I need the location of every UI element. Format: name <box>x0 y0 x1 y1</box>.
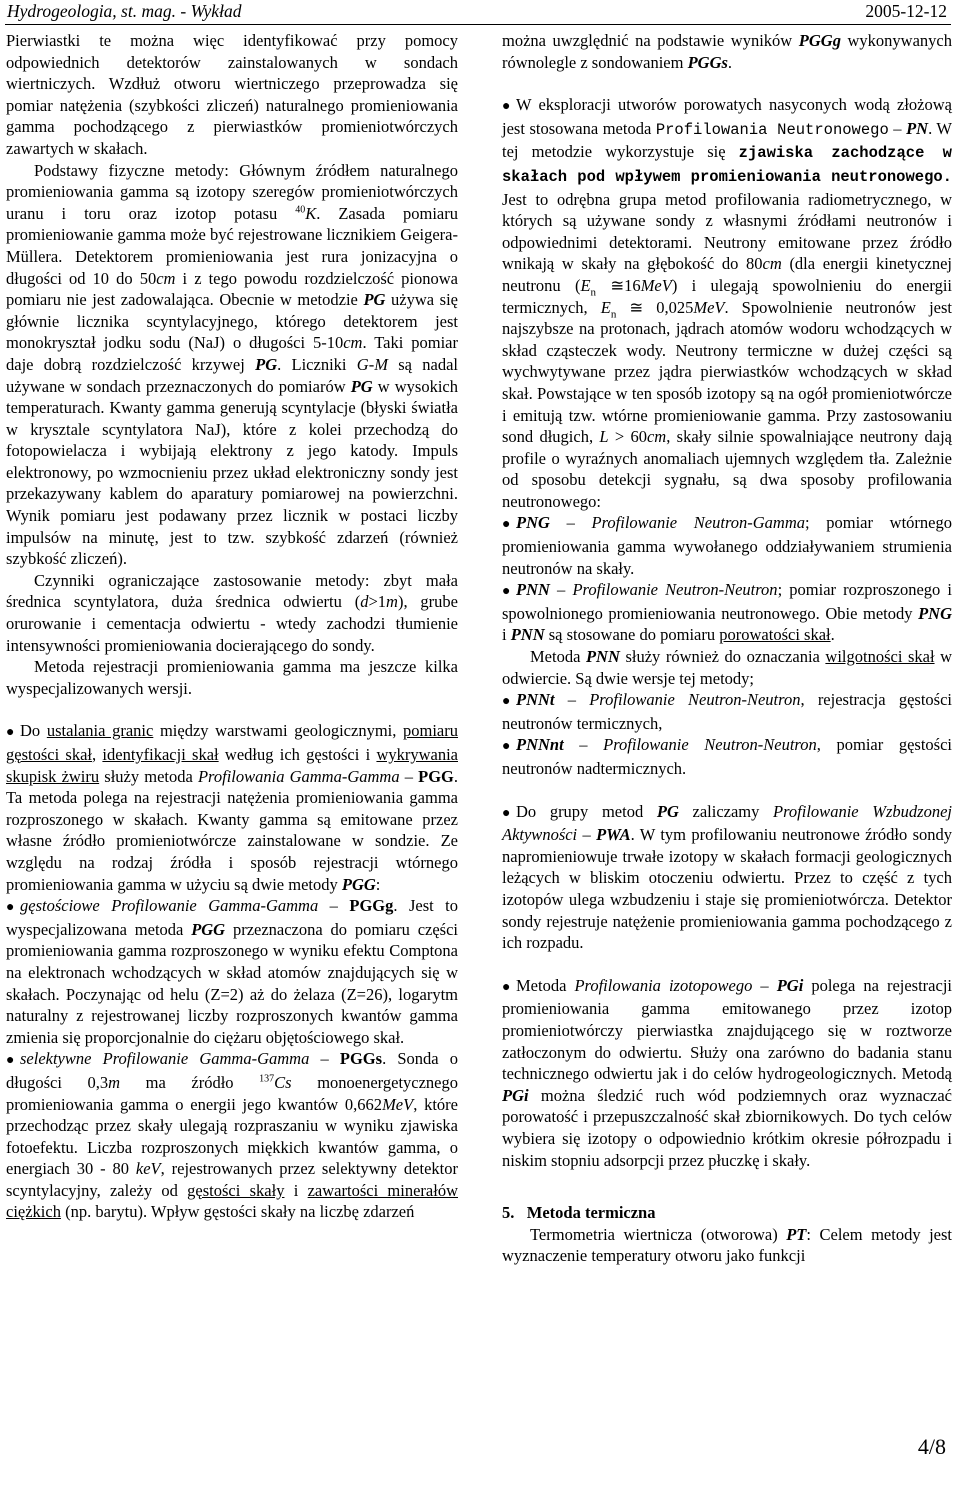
section-heading: 5. Metoda termiczna <box>502 1203 656 1223</box>
bullet-item: ● PNNt – Profilowanie Neutron-Neutron, rejestracja gęstości neutronów termicznych, <box>502 690 952 733</box>
bullet-icon: ● <box>502 694 511 710</box>
bullet-icon: ● <box>502 979 511 995</box>
bullet-icon: ● <box>502 805 511 821</box>
bullet-item: ● Do grupy metod PG zaliczamy Profilowanie Wzbudzonej Aktywności – PWA. W tym profilowaniu neutronowe źródło sondy napromieniowuje trwałe izotopy w skałach formacji geologicznych leżących w bliskim otoczeniu odwiertu. Przez to część z tych izotopów ulega wzbudzeniu i staje się promieniotwórcza. Detektor sondy rejestruje natężenie promieniowania gamma pochodzącego z ich rozpadu. <box>502 801 953 953</box>
page-header <box>5 0 951 25</box>
paragraph: można uwzględnić na podstawie wyników PGGg wykonywanych równolegle z sondowaniem PGGs. <box>502 31 952 72</box>
bullet-icon: ● <box>6 900 15 916</box>
bullet-item: ● Metoda Profilowania izotopowego – PGi polega na rejestracji promieniowania gamma emitowanego przez izotop promieniotwórczy pierwiastka znajdującego się w roztworze zatłoczonym do odwiertu. Służy ona zarówno do badania stanu technicznego odwiertu jak i do celów hydrogeologicznych. Metodą PGi można śledzić ruch wód podziemnych oraz wyznaczać porowatość i przepuszczalność skał zbiornikowych. Do tych celów wybiera się izotopy o odpowiednio krótkim okresie półrozpadu i niskim stopniu adsorpcji przez płuczkę i skały. <box>502 975 952 1170</box>
page-number: 4/8 <box>917 1434 946 1459</box>
bullet-icon: ● <box>6 725 15 741</box>
right-column <box>502 30 952 1267</box>
bullet-item: ● W eksploracji utworów porowatych nasyconych wodą złożową jest stosowana metoda Profilowania Neutronowego – PN. W tej metodzie wykorzystuje się zjawiska zachodzące w skałach pod wpływem promieniowania neutronowego. Jest to odrębna grupa metod profilowania radiometrycznego, w których są używane sondy z własnymi źródłami neutronów i odpowiednimi detektorami. Neutrony emitowane przez źródło wnikają w skały na głębokość do 80cm (dla energii kinetycznej neutronu ($E_n$ ≅16MeV) i ulegają spowolnieniu do energii termicznych, $E_n$ ≅ 0,025MeV. Spowolnienie neutronów jest najszybsze na protonach, jądrach atomów wodoru wchodzących w skład cząsteczek wody. Neutrony termiczne w dużej części są wychwytywane przez jądra pierwiastków wchodzących w skład skał. Powstające w ten sposób izotopy są na ogół promieniotwórcze i emitują tzw. wtórne promieniowanie gamma. Przy zastosowaniu sond długich, L > 60cm, skały silnie spowalniające neutrony dają profile o wyraźnych anomaliach ujemnych względem tła. Zależnie od sposobu detekcji sygnału, są dwa sposoby profilowania neutronowego: <box>502 95 953 511</box>
bullet-item: ● PNG – Profilowanie Neutron-Gamma; pomiar wtórnego promieniowania gamma wywołanego oddziaływaniem strumienia neutronów na skały. <box>502 513 953 578</box>
paragraph: Pierwiastki te można więc identyfikować przy pomocy odpowiednich detektorów zainstalowanych w sondach wiertniczych. Wzdłuż otworu wiertniczego przeprowadza się pomiar natężenia (szybkości zliczeń) naturalnego promieniowania gamma pochodzącego z pierwiastków promieniotwórczych zawartych w skałach. <box>6 31 458 158</box>
bullet-item: ● gęstościowe Profilowanie Gamma-Gamma – PGGg. Jest to wyspecjalizowana metoda PGG przeznaczona do pomiaru części promieniowania gamma rozproszonego w wyniku efektu Comptona na elektronach wchodzących w skład atomów znajdujących się w skałach. Poczynając od helu (Z=2) aż do żelaza (Z=26), logarytm naturalny z rejestrowanej liczby rozproszonych kwantów gamma zmienia się proporcjonalnie do ciężaru objętościowego skał. <box>6 896 459 1047</box>
bullet-item: ● PNNnt – Profilowanie Neutron-Neutron, pomiar gęstości neutronów nadtermicznych. <box>502 735 952 778</box>
header-date: 2005-12-12 <box>865 1 947 21</box>
paragraph: Termometria wiertnicza (otworowa) PT: Celem metody jest wyznaczenie temperatury otworu jako funkcji <box>502 1224 953 1266</box>
paragraph: Podstawy fizyczne metody: Głównym źródłem naturalnego promieniowania gamma są izotopy szeregów promieniotwórczych uranu i toru oraz izotop potasu $^{40}$K. Zasada pomiaru promieniowanie gamma może być rejestrowane licznikiem Geigera-Müllera. Detektorem promieniowania jest rura jonizacyjna o długości od 10 do 50cm i z tego powodu rozdzielczość pionowa pomiaru nie jest zadowalająca. Obecnie w metodzie PG używa się głównie licznika scyntylacyjnego, którego detektorem jest monokryształ jodku sodu (NaJ) o długości 5-10cm. Taki pomiar daje dobrą rozdzielczość krzywej PG. Liczniki G-M są nadal używane w sondach przeznaczonych do pomiarów PG w wysokich temperaturach. Kwanty gamma generują scyntylacje (błyski światła w krysztale scyntylatora NaJ), które z kolei przechodzą do fotopowielacza i wybijają elektrony z jego katody. Impuls elektronowy, po wzmocnieniu przez układ elektroniczny sondy jest przekazywany kablem do aparatury pomiarowej na powierzchni. Wynik pomiaru jest podawany przez licznik w postaci liczby impulsów na minutę, jest to tzw. szybkość zdarzeń (również szybkość zliczeń). <box>6 160 458 569</box>
bullet-icon: ● <box>6 1053 15 1069</box>
paragraph: Czynniki ograniczające zastosowanie metody: zbyt mała średnica scyntylatora, duża średnica odwiertu (d>1m), grube orurowanie i cementacja odwiertu - wtedy zachodzi tłumienie intensywności promieniowania docierającego do sondy. <box>6 570 458 655</box>
paragraph: Metoda PNN służy również do oznaczania wilgotności skał w odwiercie. Są dwie wersje tej metody; <box>502 647 953 688</box>
header-title: Hydrogeologia, st. mag. - Wykład <box>7 1 242 21</box>
left-column <box>6 30 458 1223</box>
bullet-icon: ● <box>502 99 511 115</box>
bullet-icon: ● <box>502 517 511 533</box>
bullet-item: ● PNN – Profilowanie Neutron-Neutron; pomiar rozproszonego i spowolnionego promieniowania neutronowego. Obie metody PNG i PNN są stosowane do pomiaru porowatości skał. <box>502 580 952 645</box>
bullet-icon: ● <box>502 739 511 755</box>
paragraph: Metoda rejestracji promieniowania gamma ma jeszcze kilka wyspecjalizowanych wersji. <box>6 657 458 698</box>
bullet-item: ● Do ustalania granic między warstwami geologicznymi, pomiaru gęstości skał, identyfikacji skał według ich gęstości i wykrywania skupisk żwiru służy metoda Profilowania Gamma-Gamma – PGG. Ta metoda polega na rejestracji natężenia promieniowania gamma rozproszonego w skałach. Kwanty gamma są emitowane przez własne źródło promieniotwórcze zainstalowane w sondzie. Ze względu na rodzaj źródła i sposób rejestracji wtórnego promieniowania gamma w użyciu są dwie metody PGG: <box>6 721 459 894</box>
bullet-item: ● selektywne Profilowanie Gamma-Gamma – PGGs. Sonda o długości 0,3m ma źródło $^{137}$Cs monoenergetycznego promieniowania gamma o energii jego kwantów 0,662MeV, które przechodząc przez skały ulegają rozpraszaniu w wyniku zjawiska fotoefektu. Liczba rozproszonych miękkich kwantów gamma, o energiach 30 - 80 keV, rejestrowanych przez selektywny detektor scyntylacyjny, zależy od gęstości skały i zawartości minerałów ciężkich (np. barytu). Wpływ gęstości skały na liczbę zdarzeń <box>6 1049 458 1222</box>
bullet-icon: ● <box>502 584 511 600</box>
